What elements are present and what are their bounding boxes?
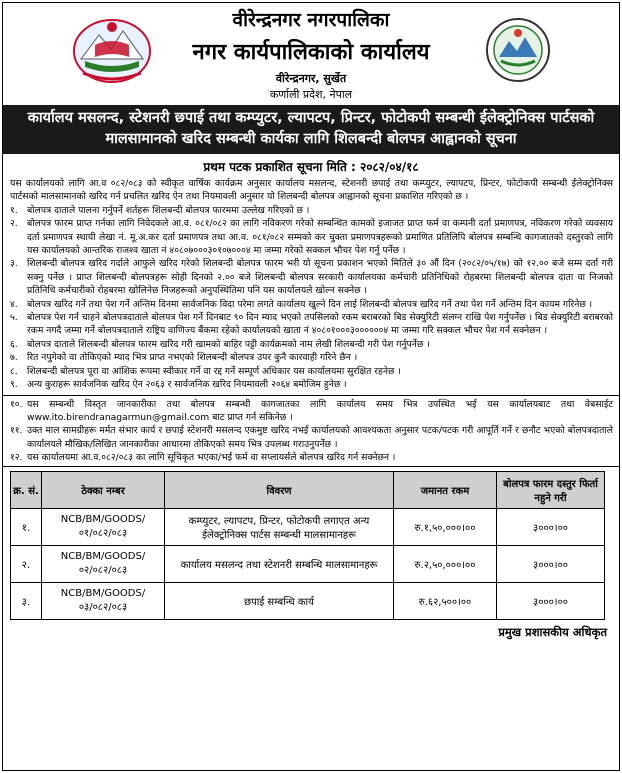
table-row [11, 508, 605, 545]
col-sn: क्र. सं. [11, 471, 42, 508]
item-number: ९. [10, 379, 18, 391]
col-description: विवरण [165, 471, 394, 508]
item-number: १०. [10, 398, 23, 410]
letterhead [3, 3, 619, 103]
list-item [10, 398, 613, 425]
list-item [10, 378, 613, 391]
item-number: ११. [10, 425, 23, 437]
cell-bond: रु.१,५०,०००।०० [394, 508, 497, 545]
item-text: शिलबन्दी बोलपत्र पूरा वा आंशिक रूपमा स्वीकार गर्ने वा रद्द गर्ने सम्पूर्ण अधिकार यस कार्यालयमा सुरक्षित रहनेछ । [27, 365, 401, 377]
cell-sn: २. [11, 545, 42, 582]
office-name: नगर कार्यपालिकाको कार्यालय [192, 40, 430, 65]
list-item [10, 298, 613, 311]
item-text: बोलपत्र दाताले शिलबन्दी बोलपत्र फारम खरिद गरी खामको बाहिर पट्टी कार्यक्रमको नाम लेखी शिलबन्दी गरी पेश गर्नुपर्नेछ । [27, 338, 430, 350]
item-number: ३. [10, 258, 18, 270]
item-text: अन्य कुराहरू सार्वजनिक खरिद ऐन २०६३ र सार्वजनिक खरिद नियमावली २०६४ बमोजिम हुनेछ । [27, 379, 347, 391]
col-contract: ठेक्का नम्बर [42, 471, 165, 508]
signatory: प्रमुख प्रशासकीय अधिकृत [498, 624, 607, 639]
item-number: २. [10, 218, 18, 230]
office-province: कर्णाली प्रदेश, नेपाल [269, 88, 353, 101]
conditions-list [3, 204, 619, 392]
cell-sn: १. [11, 508, 42, 545]
cell-fee: ३०००।०० [497, 508, 605, 545]
item-number: ८. [10, 365, 18, 377]
cell-contract: NCB/BM/GOODS/ ०१/०८२/०८३ [42, 508, 165, 545]
info-box [3, 395, 619, 467]
tender-table [10, 471, 605, 620]
item-number: ५. [10, 312, 18, 324]
list-item [10, 338, 613, 351]
list-item [10, 257, 613, 297]
municipality-logo [485, 17, 551, 83]
office-location: वीरेन्द्रनगर, सुर्खेत [275, 72, 347, 85]
cell-contract: NCB/BM/GOODS/ ०३/०८२/०८३ [42, 582, 165, 619]
notice-title: कार्यालय मसलन्द, स्टेशनरी छपाई तथा कम्प्युटर, ल्यापटप, प्रिन्टर, फोटोकपी सम्बन्धी ईलेक्ट्रोनिक्स पार्टसको मालसामानको खरिद सम्बन्धी कार्यका लागि शिलबन्दी बोलपत्र आह्वानको सूचना [3, 105, 619, 154]
list-item [10, 311, 613, 338]
cell-desc: कम्प्युटर, ल्यापटप, प्रिन्टर, फोटोकपी लगाएत अन्य ईलेक्ट्रोनिक्स पार्टस सम्बन्धी मालसामानहरू [165, 508, 394, 545]
item-text: बोलपत्र पेश गर्न चाहने बोलपत्रदाताले बोलपत्र पेश गर्ने दिनबाट ९० दिन म्याद भएको तपसिलको रकम बराबरको बिड सेक्युरिटी संलग्न राखि पेश गर्नुपर्नेछ । बिड सेक्युरिटी बराबरको रकम नगदै जम्मा गर्ने बोलपत्रदाताले राष्ट्रिय वाणिज्य बैंकमा रहेको कार्यालयको खाता नं ४०८०१०००३००००००४ मा जम्मा गरि सक्कल भौचर पेश गर्न सक्नेछन । [27, 312, 613, 337]
cell-desc: छपाई सम्बन्धि कार्य [165, 582, 394, 619]
cell-bond: रु.२,५०,०००।०० [394, 545, 497, 582]
item-text: उक्त माल सामग्रीहरू मर्मत संभार कार्य र छपाई स्टेशनरी मसलन्द एकमुष्ट खरिद नभई कार्यालयको आवश्यकता अनुसार पटक/पटक गरी आपूर्ति गर्ने र छनौट भएको बोलपत्रदाताले कार्यालयले मौखिक/लिखित जानकारीका आधारमा तोकिएको समय भित्र उपलब्ध गराउनुपर्नेछ । [27, 425, 613, 450]
list-item [10, 451, 613, 464]
item-number: ४. [10, 298, 18, 310]
cell-fee: ३०००।०० [497, 545, 605, 582]
table-row [11, 582, 605, 619]
item-number: ७. [10, 352, 18, 364]
table-header-row [11, 471, 605, 508]
item-text: बोलपत्र फारम प्राप्त गर्नका लागि निवेदकले आ.व. ०८१/०८२ का लागि नविकरण गरेको सम्बन्धित कामको इजाजत प्राप्त फर्म वा कम्पनी दर्ता प्रमाणपत्र, नविकरण गरेको व्यवसाय दर्ता प्रमाणपत्र स्थायी लेखा नं. मू.अ.कर दर्ता प्रमाणपत्र तथा आ.व. ०८१/०८२ सम्मको कर चुक्ता प्रमाणपत्रहरूको प्रमाणित प्रतिलिपि बोलपत्र सम्बन्धि कागजातको दस्तुरको लागि यस कार्यालयको आन्तरिक राजश्व खाता नं ४०८०७०००३०१०७०००४ मा जम्मा गरेको सक्कल भौचर पेश गर्नु पर्नेछ । [27, 218, 613, 257]
item-text: बोलपत्र खरिद गर्ने तथा पेश गर्ने अन्तिम दिनमा सार्वजनिक विदा परेमा लगते कार्यालय खुल्ने दिन लाई शिलबन्दी बोलपत्र खरिद गर्ने तथा पेश गर्ने अन्तिम दिन कायम गरिनेछ । [27, 298, 593, 310]
cell-desc: कार्यालय मसलन्द तथा स्टेशनरी सम्बन्धि मालसामानहरू [165, 545, 394, 582]
item-text: बोलपत्र दाताले पालना गर्नुपर्ने शर्तहरू शिलबन्दी बोलपत्र फारममा उल्लेख गरिएको छ । [27, 204, 310, 216]
item-number: ६. [10, 338, 18, 350]
notice-page [2, 2, 620, 771]
item-text: यस सम्बन्धी विस्तृत जानकारीका तथा बोलपत्र सम्बन्धी कागजातका लागि कार्यालय समय भित्र उपस्थित भई यस कार्यालयबाट तथा वेबसाईट www.ito.birendranagarmun@gmail.com बाट प्राप्त गर्न सकिनेछ । [27, 398, 613, 423]
table-row [11, 545, 605, 582]
cell-bond: रु.६२,५००।०० [394, 582, 497, 619]
item-number: १२. [10, 452, 23, 464]
item-text: यस कार्यालयमा आ.व.०८२/०८३ का लागि सूचिकृत भएका/भई फर्म वा सप्लायर्सले बोलपत्र खरिद गर्न सक्नेछन । [27, 452, 396, 464]
cell-sn: ३. [11, 582, 42, 619]
cell-contract: NCB/BM/GOODS/ ०२/०८२/०८३ [42, 545, 165, 582]
list-item [10, 365, 613, 378]
col-fee: बोलपत्र फारम दस्तुर फिर्ता नहुने गरी [497, 471, 605, 508]
list-item [10, 424, 613, 451]
list-item [10, 351, 613, 364]
intro-paragraph: यस कार्यालयको लागि आ.व ०८२/०८३ को स्वीकृत वार्षिक कार्यक्रम अनुसार कार्यालय मसलन्द, स्टेशनरी छपाई तथा कम्प्युटर, ल्यापटप, प्रिन्टर, फोटोकपी सम्बन्धी ईलेक्ट्रोनिक्स पार्टसको मालसामानको खरिद गर्न प्रचलित खरिद ऐन तथा नियमावली अनुसार यो शिलबन्दी बोलपत्र आह्वानको सूचना प्रकाशित गरिएको छ । [10, 178, 613, 203]
col-bond: जमानत रकम [394, 471, 497, 508]
item-number: १. [10, 204, 18, 216]
list-item [10, 217, 613, 257]
municipality-name: वीरेन्द्रनगर नगरपालिका [232, 9, 390, 31]
first-published-date: प्रथम पटक प्रकाशित सूचना मिति : २०८२/०४/१८ [203, 160, 419, 174]
cell-fee: ३०००।०० [497, 582, 605, 619]
item-text: रित नपुगेको वा तोकिएको म्याद भित्र प्राप्त नभएको शिलबन्दी बोलपत्र उपर कुनै कारवाही गरिने छैन । [27, 352, 358, 364]
list-item [10, 204, 613, 217]
info-list [3, 398, 619, 465]
item-text: शिलबन्दी बोलपत्र खरिद गर्दाले आफुले खरिद गरेको शिलबन्दी बोलपत्र फारम भरी यो सूचना प्रकाशन भएको मितिले ३० औं दिन (२०८२/०५/१७) को १२.०० बजे सम्म दर्ता गरी सक्नु पर्नेछ । प्राप्त शिलबन्दी बोलपत्रहरू सोही दिनको २.०० बजे शिलबन्दी बोलपत्र सरकारी कार्यालयका कर्मचारी प्रतिनिधिको रोहबरमा शिलबन्दी बोलपत्र दाता वा निजको प्रतिनिधि कर्मचारीको रोहबरमा खोलिनेछ निजहरूको अनुपस्थितिमा पनि यस कार्यालयले खोल्न सक्नेछ । [27, 258, 613, 297]
